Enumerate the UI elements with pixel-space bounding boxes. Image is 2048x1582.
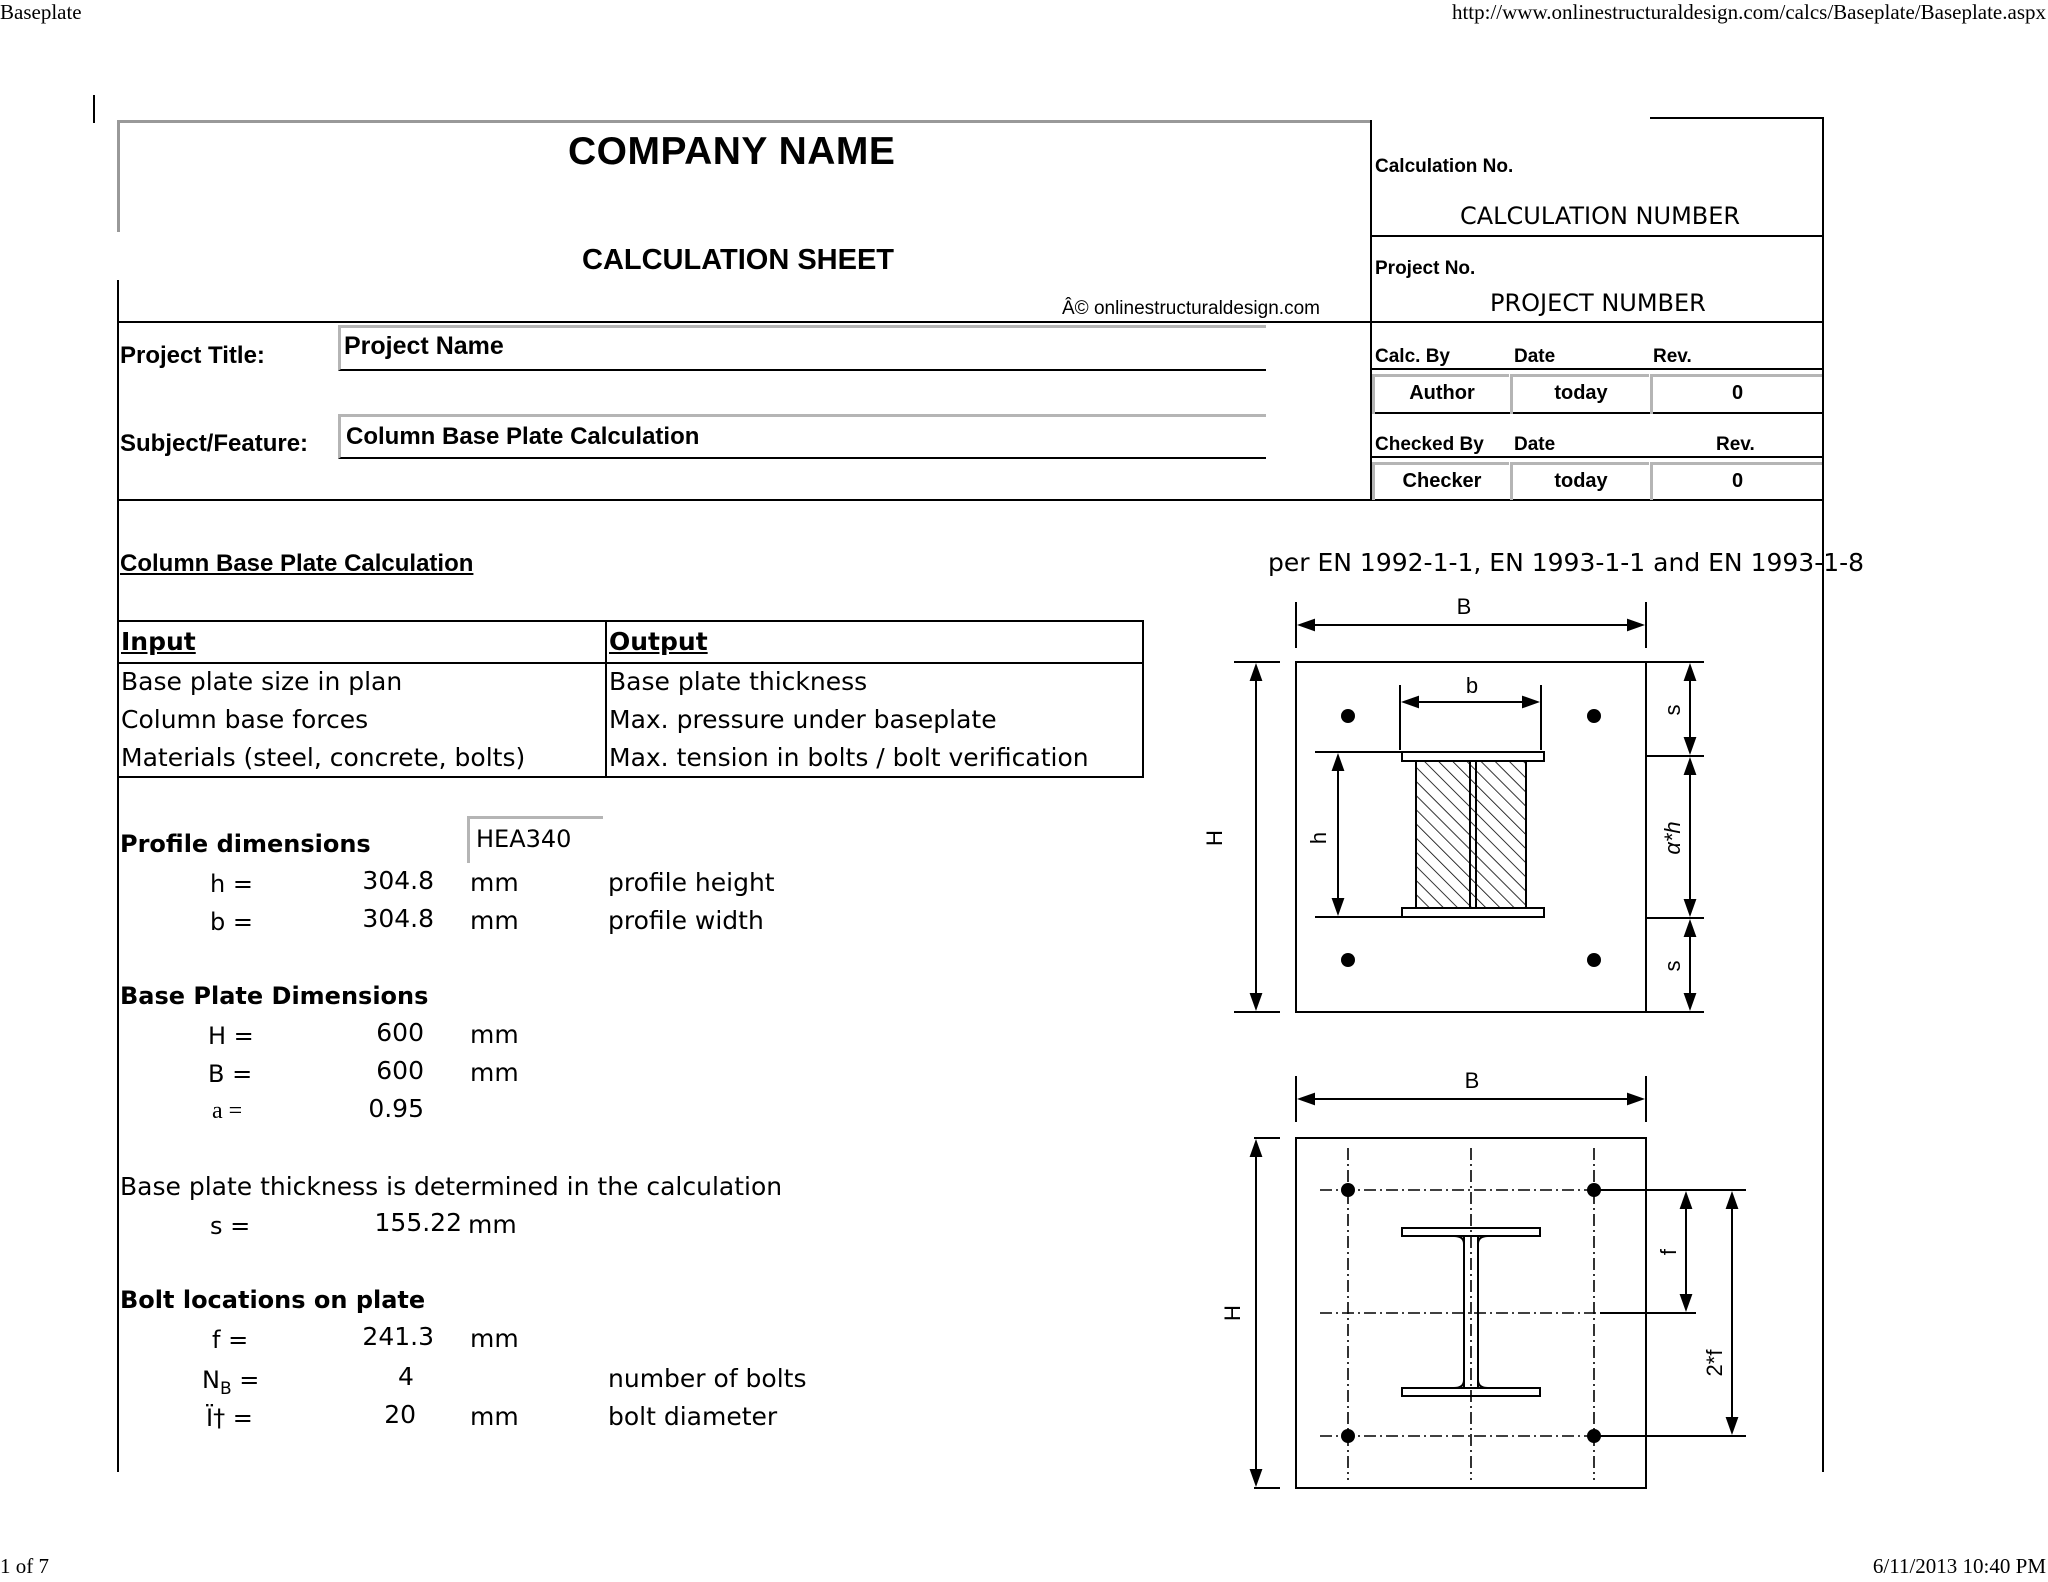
checked-by-label: Checked By [1375,434,1484,455]
H-symbol: H = [208,1022,254,1050]
top-label-h: h [1306,831,1331,845]
project-title-label: Project Title: [120,342,265,369]
a-symbol: a = [212,1098,243,1124]
project-no-label: Project No. [1375,258,1476,279]
B-unit: mm [470,1058,519,1087]
top-label-s2: s [1660,960,1685,972]
nb-symbol-eq: = [231,1366,260,1394]
bottom-view [1251,1076,1646,1488]
d-symbol: Ï† = [206,1404,253,1432]
B-symbol: B = [208,1060,253,1088]
top-view [1234,602,1704,1012]
date-label: Date [1514,346,1556,367]
input-item: Column base forces [121,705,369,734]
d-value[interactable]: 20 [384,1400,416,1429]
top-label-s1: s [1660,704,1685,716]
bottom-label-f: f [1656,1248,1681,1256]
checked-date-field[interactable]: today [1510,462,1649,500]
sheet-title: CALCULATION SHEET [582,244,895,276]
calc-by-label: Calc. By [1375,346,1450,367]
input-item: Base plate size in plan [121,667,403,696]
bolts-title: Bolt locations on plate [120,1286,426,1314]
page-count: 1 of 7 [0,1554,49,1578]
checked-by-field[interactable]: Checker [1372,462,1509,500]
bottom-label-B: B [1464,1068,1480,1093]
a-value[interactable]: 0.95 [368,1094,424,1123]
cursor-marker [93,95,95,123]
copyright[interactable]: Â© onlinestructuraldesign.com [1062,298,1320,319]
b-desc: profile width [608,906,764,935]
baseplate-diagram [1200,580,1760,1580]
subject-label: Subject/Feature: [120,430,309,457]
nb-symbol-main: N [202,1366,220,1394]
nb-symbol [202,1366,259,1399]
checked-rev-field[interactable]: 0 [1650,462,1822,500]
nb-symbol-sub: B [219,1378,232,1399]
top-label-ah: α*h [1660,821,1685,855]
d-unit: mm [470,1402,519,1431]
subject-field[interactable] [338,414,1266,459]
output-item: Base plate thickness [609,667,868,696]
thickness-note: Base plate thickness is determined in the calculation [120,1172,783,1201]
checked-date-label: Date [1514,434,1556,455]
plate-title: Base Plate Dimensions [120,982,429,1010]
print-datetime: 6/11/2013 10:40 PM [1872,1554,2046,1578]
b-value[interactable]: 304.8 [362,904,434,933]
f-symbol: f = [212,1326,249,1354]
standards-note: per EN 1992-1-1, EN 1993-1-1 and EN 1993-1-8 [1268,548,1865,577]
output-item: Max. tension in bolts / bolt verification [609,743,1089,772]
h-symbol: h = [210,870,253,898]
calc-no-value[interactable]: CALCULATION NUMBER [1460,202,1741,230]
top-label-H: H [1202,830,1227,846]
d-desc: bolt diameter [608,1402,778,1431]
top-label-B: B [1456,594,1472,619]
s-value: 155.22 [374,1208,462,1237]
io-table [117,620,1144,778]
profile-value: HEA340 [476,825,572,853]
nb-value[interactable]: 4 [398,1362,414,1391]
input-header: Input [121,627,196,656]
f-unit: mm [470,1324,519,1353]
subject-value: Column Base Plate Calculation [346,423,700,450]
project-no-value[interactable]: PROJECT NUMBER [1490,289,1706,317]
s-symbol: s = [210,1212,251,1240]
b-symbol: b = [210,908,253,936]
s-unit: mm [468,1210,517,1239]
page-url[interactable]: http://www.onlinestructuraldesign.com/calcs/Baseplate/Baseplate.aspx [1451,0,2046,24]
top-label-b: b [1465,673,1479,698]
b-unit: mm [470,906,519,935]
section-title: Column Base Plate Calculation [120,550,474,577]
nb-desc: number of bolts [608,1364,807,1393]
H-value[interactable]: 600 [376,1018,424,1047]
checked-rev-label: Rev. [1716,434,1755,455]
project-title-value: Project Name [344,332,504,360]
B-value[interactable]: 600 [376,1056,424,1085]
bottom-label-2f: 2*f [1702,1349,1727,1377]
output-item: Max. pressure under baseplate [609,705,997,734]
profile-title: Profile dimensions [120,830,371,858]
H-unit: mm [470,1020,519,1049]
bottom-label-H: H [1220,1305,1245,1321]
company-name: COMPANY NAME [568,130,896,173]
profile-select[interactable] [467,816,603,863]
calc-rev-field[interactable]: 0 [1650,374,1822,414]
project-title-field[interactable] [338,325,1266,371]
f-value[interactable]: 241.3 [362,1322,434,1351]
input-item: Materials (steel, concrete, bolts) [121,743,526,772]
rev-label: Rev. [1653,346,1692,367]
h-unit: mm [470,868,519,897]
h-value[interactable]: 304.8 [362,866,434,895]
h-desc: profile height [608,868,775,897]
bottom-dimensions [1600,1190,1746,1436]
calc-date-field[interactable]: today [1510,374,1649,414]
page-title: Baseplate [0,0,82,24]
calc-no-label: Calculation No. [1375,156,1514,177]
output-header: Output [609,627,708,656]
calc-by-field[interactable]: Author [1372,374,1509,414]
